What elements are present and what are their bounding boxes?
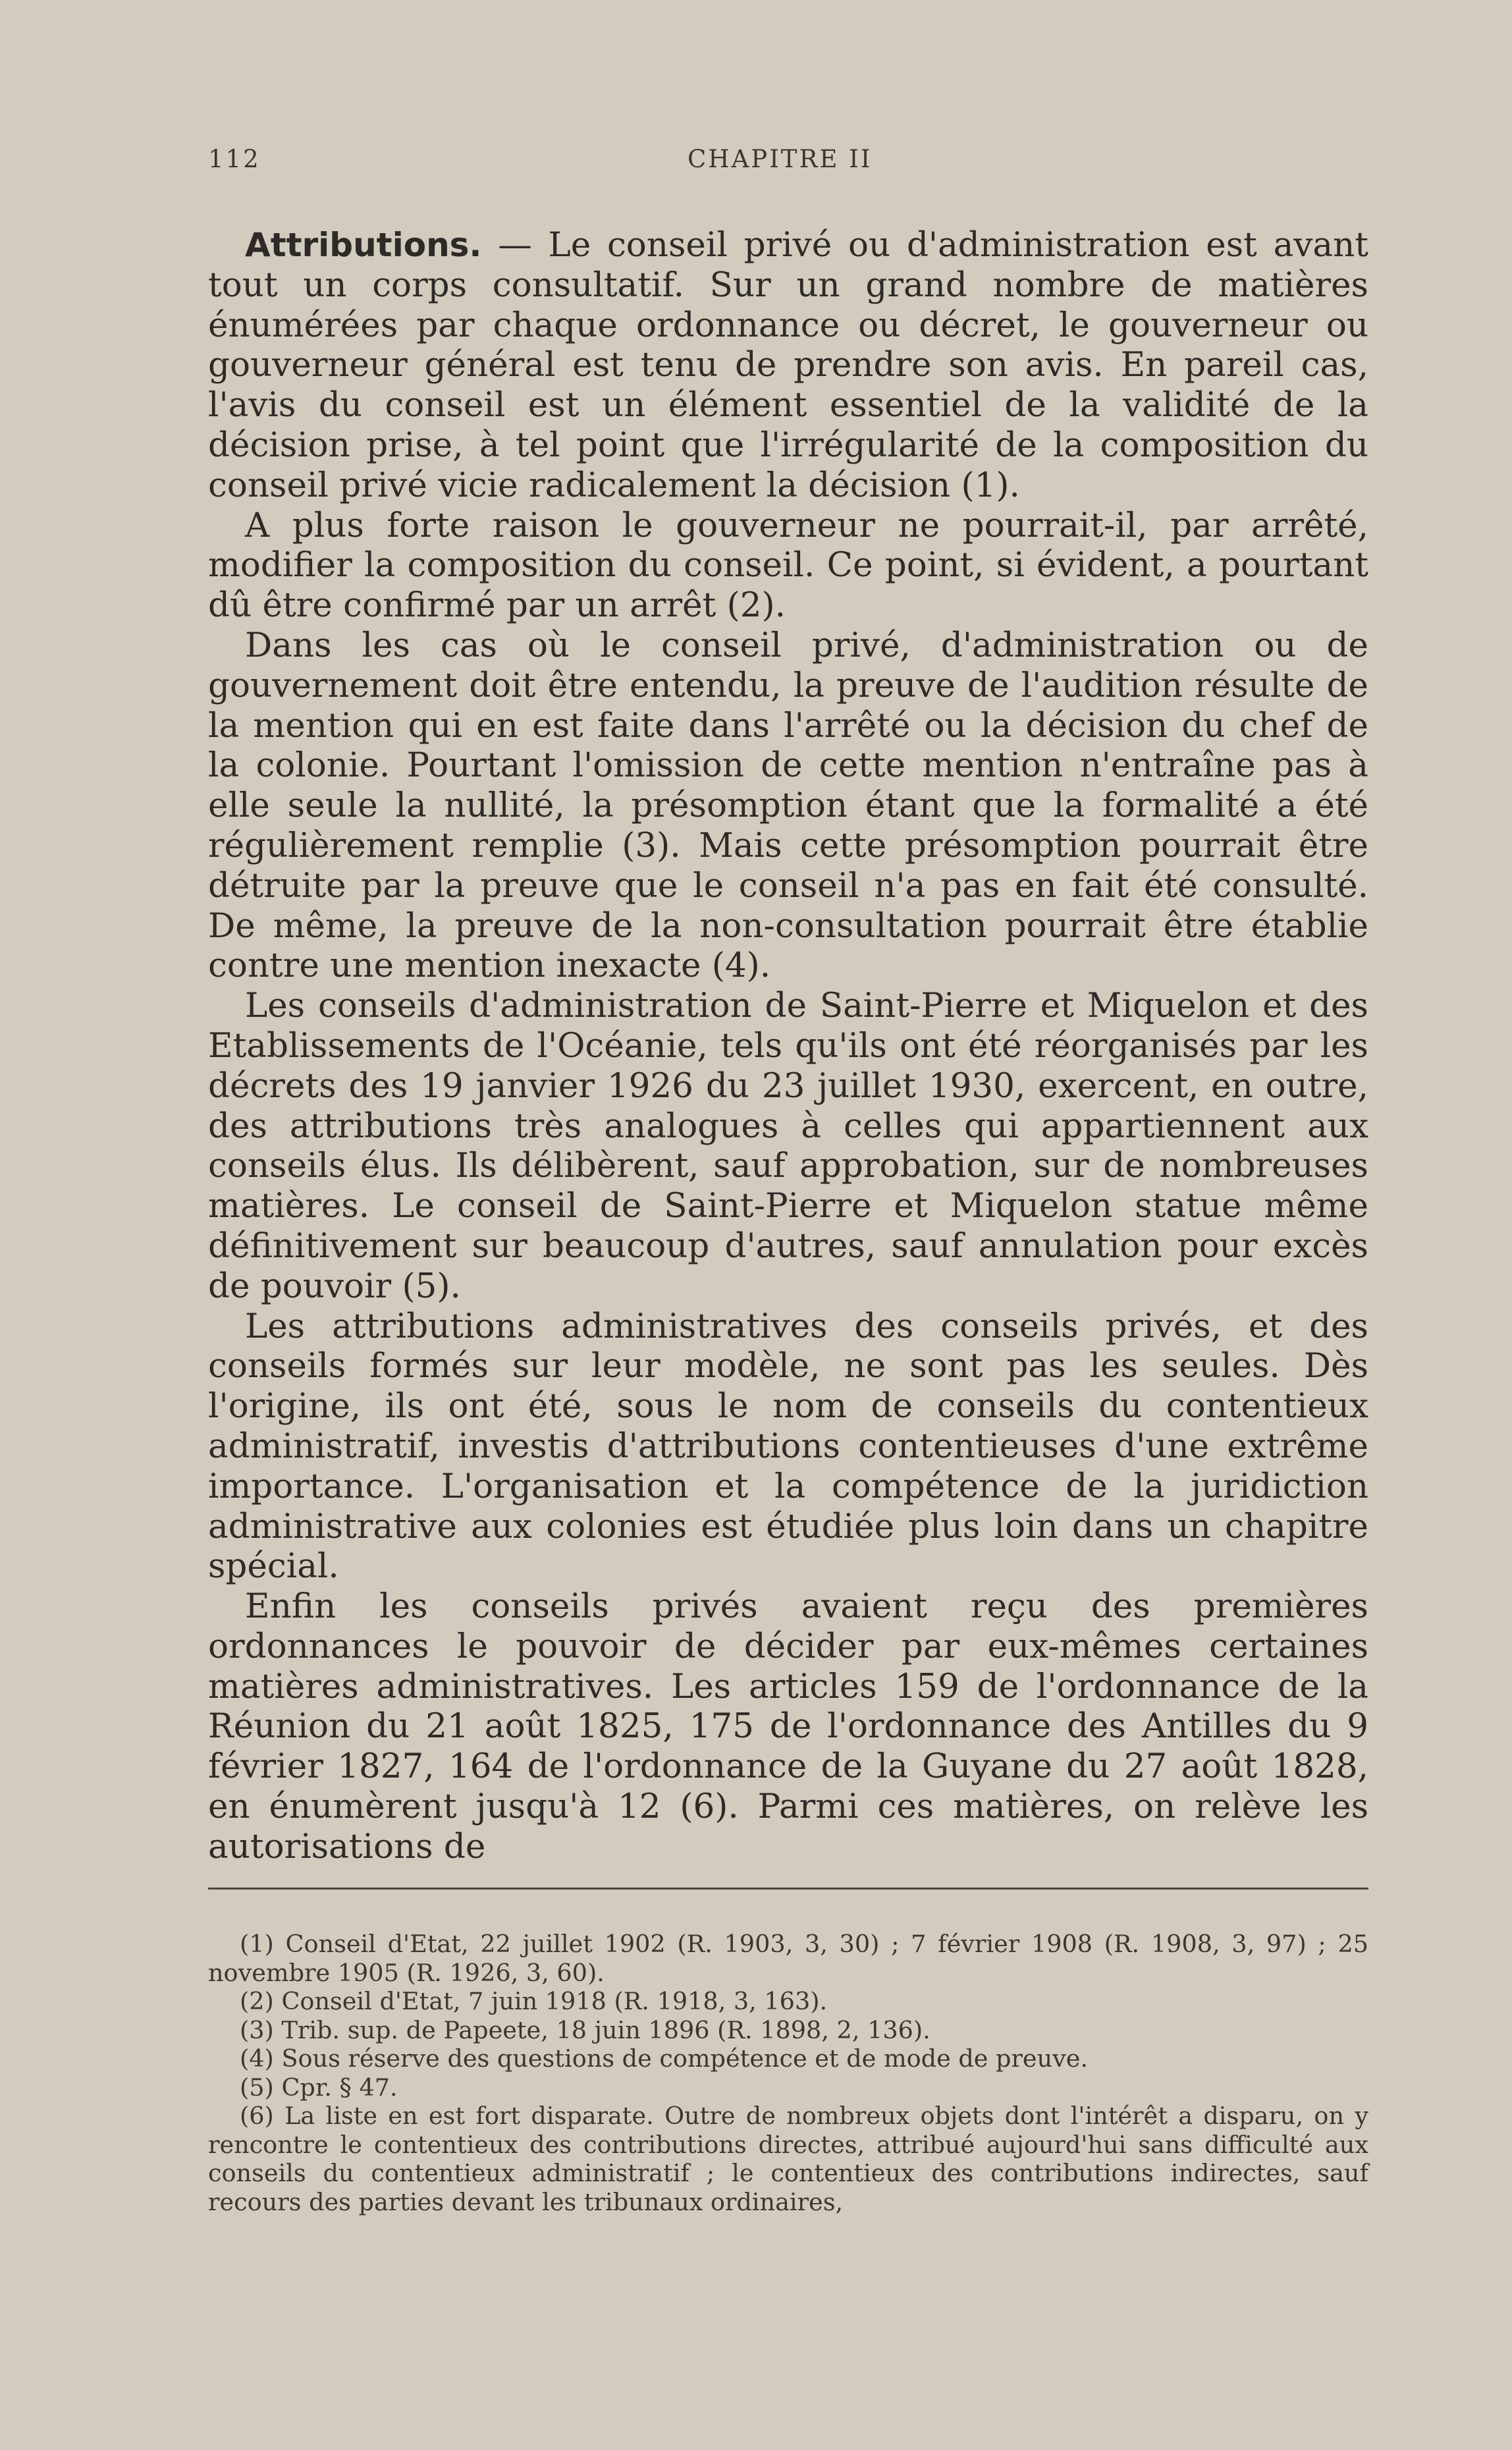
footnote-divider: [208, 1888, 1368, 1890]
footnote-4: (4) Sous réserve des questions de compétence et de mode de preuve.: [240, 2044, 1089, 2073]
footnote-2: (2) Conseil d'Etat, 7 juin 1918 (R. 1918, 3, 163).: [240, 1987, 828, 2015]
page: [208, 138, 1368, 1867]
paragraph-2: A plus forte raison le gouverneur ne pourrait-il, par arrêté, modifier la composition du conseil. Ce point, si évident, a pourtant dû être confirmé par un arrêt (2).: [208, 505, 1368, 626]
paragraph-4: Les conseils d'administration de Saint-Pierre et Miquelon et des Etablissements de l'Océanie, tels qu'ils ont été réorganisés par les décrets des 19 janvier 1926 du 23 juillet 1930, exercent, en outre, des attributions très analogues à celles qui appartiennent aux conseils élus. Ils délibèrent, sauf approbation, sur de nombreuses matières. Le conseil de Saint-Pierre et Miquelon statue même définitivement sur beaucoup d'autres, sauf annulation pour excès de pouvoir (5).: [208, 986, 1368, 1306]
footnote-6: (6) La liste en est fort disparate. Outre de nombreux objets dont l'intérêt a disparu, on y rencontre le contentieux des contributions directes, attribué aujourd'hui sans difficulté aux conseils du contentieux administratif ; le contentieux des contributions indirectes, sauf recours des parties devant les tribunaux ordinaires,: [208, 2102, 1368, 2216]
paragraph-6: Enfin les conseils privés avaient reçu des premières ordonnances le pouvoir de décider par eux-mêmes certaines matières administratives. Les articles 159 de l'ordonnance de la Réunion du 21 août 1825, 175 de l'ordonnance des Antilles du 9 février 1827, 164 de l'ordonnance de la Guyane du 27 août 1828, en énumèrent jusqu'à 12 (6). Parmi ces matières, on relève les autorisations de: [208, 1587, 1368, 1866]
footnote-5: (5) Cpr. § 47.: [240, 2073, 398, 2102]
footnote-1: (1) Conseil d'Etat, 22 juillet 1902 (R. 1903, 3, 30) ; 7 février 1908 (R. 1908, 3, 97) ; 25 novembre 1905 (R. 1926, 3, 60).: [208, 1930, 1368, 1987]
footnotes: [208, 1930, 1368, 2216]
paragraph-1: [208, 225, 1368, 506]
chapter-title: CHAPITRE II: [688, 145, 873, 173]
page-number: 112: [208, 145, 261, 173]
footnote-3: (3) Trib. sup. de Papeete, 18 juin 1896 (R. 1898, 2, 136).: [240, 2015, 931, 2044]
running-header: [208, 138, 1368, 184]
body-text: [208, 225, 1368, 1867]
paragraph-3: Dans les cas où le conseil privé, d'administration ou de gouvernement doit être entendu, la preuve de l'audition résulte de la mention qui en est faite dans l'arrêté ou la décision du chef de la colonie. Pourtant l'omission de cette mention n'entraîne pas à elle seule la nullité, la présomption étant que la formalité a été régulièrement remplie (3). Mais cette présomption pourrait être détruite par la preuve que le conseil n'a pas en fait été consulté. De même, la preuve de la non-consultation pourrait être établie contre une mention inexacte (4).: [208, 625, 1368, 986]
paragraph-1-text: — Le conseil privé ou d'administration est avant tout un corps consultatif. Sur un grand nombre de matières énumérées par chaque ordonnance ou décret, le gouverneur ou gouverneur général est tenu de prendre son avis. En pareil cas, l'avis du conseil est un élément essentiel de la validité de la décision prise, à tel point que l'irrégularité de la composition du conseil privé vicie radicalement la décision (1).: [208, 225, 1368, 505]
section-heading: Attributions.: [245, 226, 482, 264]
paragraph-5: Les attributions administratives des conseils privés, et des conseils formés sur leur modèle, ne sont pas les seules. Dès l'origine, ils ont été, sous le nom de conseils du contentieux administratif, investis d'attributions contentieuses d'une extrême importance. L'organisation et la compétence de la juridiction administrative aux colonies est étudiée plus loin dans un chapitre spécial.: [208, 1306, 1368, 1587]
